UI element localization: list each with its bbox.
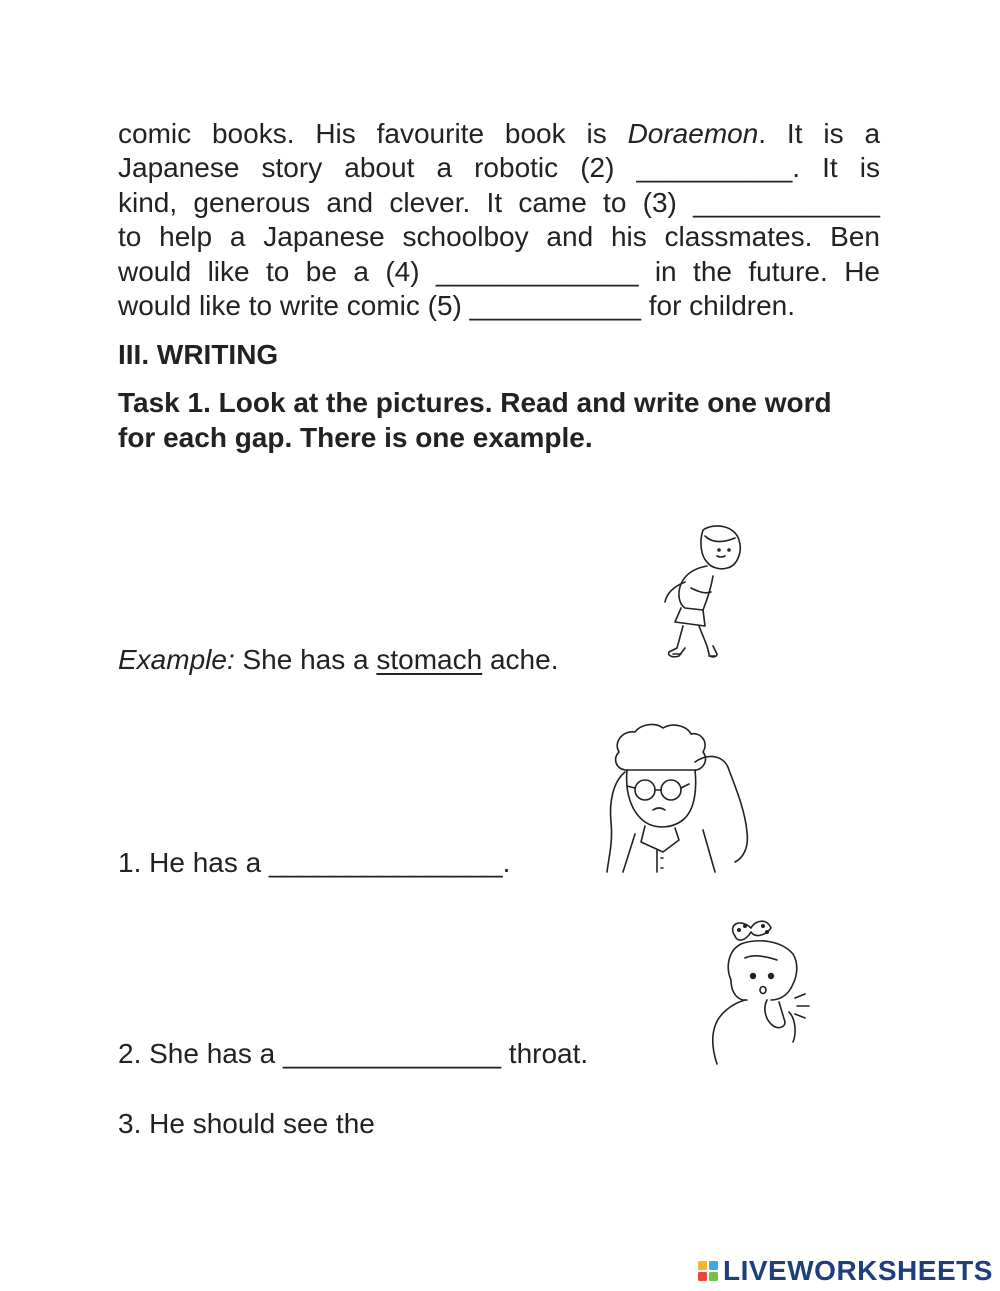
task-title: Task 1. Look at the pictures. Read and write one word for each gap. There is one example. [118,387,832,453]
boy-headache-picture [605,722,753,877]
liveworksheets-logo [697,1255,993,1287]
girl-sore-throat-picture [705,918,813,1068]
liveworksheets-logo-text: LIVEWORKSHEETS [723,1255,993,1286]
book-title: Doraemon [627,118,759,149]
example-answer: stomach [376,644,483,675]
passage-line-6: would like to write comic (5) ___________ for children. [118,290,796,322]
passage-line-3: kind, generous and clever. It came to (3) ____________ [118,186,880,218]
example-label: Example: [118,644,235,675]
liveworksheets-logo-icon [697,1260,719,1282]
question-1: 1. He has a _______________. [118,847,511,878]
passage-line-5: would like to be a (4) _____________ in the future. He [118,255,880,287]
question-3: 3. He should see the [118,1108,375,1139]
passage-line-1: comic books. His favourite book is Doraemon. It is a [118,118,881,149]
reading-passage [118,117,880,323]
section-heading: III. WRITING [118,339,279,370]
passage-line-2: Japanese story about a robotic (2) __________. It is [118,152,880,184]
passage-line-4: to help a Japanese schoolboy and his classmates. Ben [118,221,880,253]
question-2: 2. She has a ______________ throat. [118,1038,589,1069]
girl-stomach-ache-picture [655,522,750,670]
example-sentence: Example: She has a stomach ache. [118,644,559,675]
